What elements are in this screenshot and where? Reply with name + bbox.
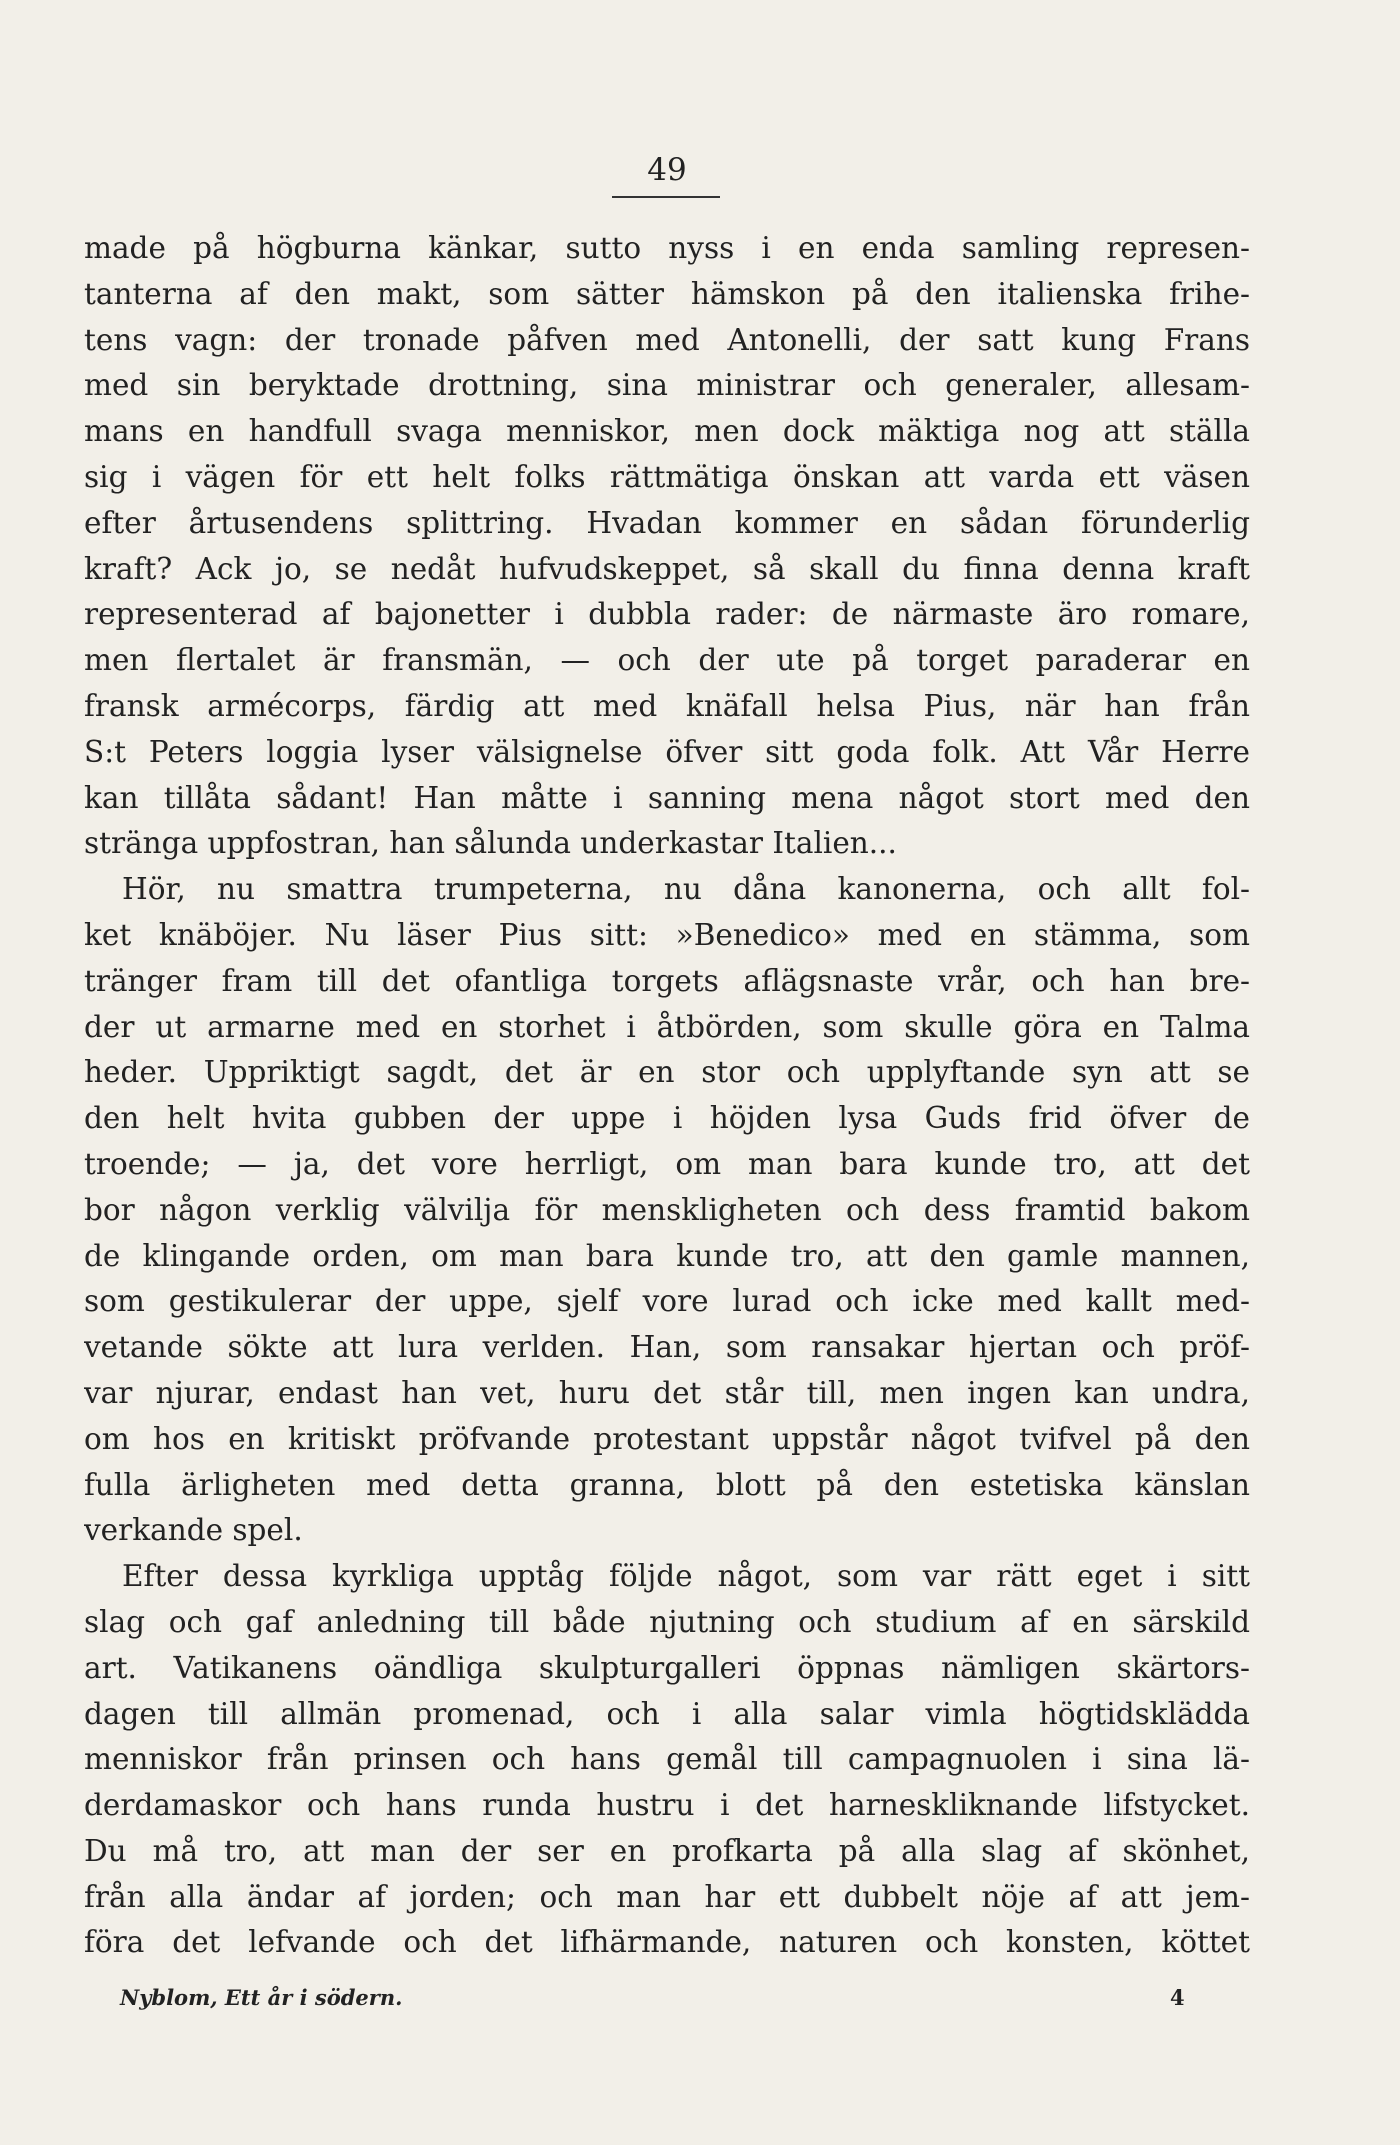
text-line: med sin beryktade drottning, sina ministrar och generaler, allesam- <box>84 368 1250 403</box>
text-line: men flertalet är fransmän, — och der ute på torget paraderar en <box>84 643 1250 678</box>
text-line: representerad af bajonetter i dubbla rader: de närmaste äro romare, <box>84 597 1250 632</box>
page-number: 49 <box>647 152 687 188</box>
text-line: dagen till allmän promenad, och i alla salar vimla högtidsklädda <box>84 1696 1250 1731</box>
paragraph-start-line: Efter dessa kyrkliga upptåg följde något, som var rätt eget i sitt <box>122 1559 1250 1594</box>
text-line: kan tillåta sådant! Han måtte i sanning mena något stort med den <box>84 780 1250 815</box>
text-line: de klingande orden, om man bara kunde tro, att den gamle mannen, <box>84 1238 1250 1273</box>
text-line: heder. Uppriktigt sagdt, det är en stor och upplyftande syn att se <box>84 1055 1250 1090</box>
text-line: som gestikulerar der uppe, sjelf vore lurad och icke med kallt med- <box>84 1284 1250 1319</box>
header-rule <box>612 196 720 198</box>
text-line: från alla ändar af jorden; och man har ett dubbelt nöje af att jem- <box>84 1879 1250 1914</box>
text-line: vetande sökte att lura verlden. Han, som ransakar hjertan och pröf- <box>84 1330 1250 1365</box>
text-line: fransk armécorps, färdig att med knäfall helsa Pius, när han från <box>84 688 1250 723</box>
text-line: var njurar, endast han vet, huru det står till, men ingen kan undra, <box>84 1375 1250 1410</box>
text-line: derdamaskor och hans runda hustru i det harneskliknande lifstycket. <box>84 1788 1250 1823</box>
text-line: föra det lefvande och det lifhärmande, naturen och konsten, köttet <box>84 1925 1250 1960</box>
text-line: Du må tro, att man der ser en profkarta på alla slag af skönhet, <box>84 1833 1250 1868</box>
text-line: slag och gaf anledning till både njutning och studium af en särskild <box>84 1604 1250 1639</box>
text-line: der ut armarne med en storhet i åtbörden, som skulle göra en Talma <box>84 1009 1250 1044</box>
text-line: tränger fram till det ofantliga torgets aflägsnaste vrår, och han bre- <box>84 963 1250 998</box>
text-line: om hos en kritiskt pröfvande protestant uppstår något tvifvel på den <box>84 1421 1250 1456</box>
paragraph-end-line: stränga uppfostran, han sålunda underkastar Italien... <box>84 826 897 861</box>
text-line: art. Vatikanens oändliga skulpturgalleri öppnas nämligen skärtors- <box>84 1650 1250 1685</box>
page-footer <box>84 1980 1184 2016</box>
text-line: tens vagn: der tronade påfven med Antonelli, der satt kung Frans <box>84 322 1250 357</box>
text-line: kraft? Ack jo, se nedåt hufvudskeppet, så skall du finna denna kraft <box>84 551 1250 586</box>
running-footer-title: Nyblom, Ett år i södern. <box>120 1985 403 2010</box>
text-line: sig i vägen för ett helt folks rättmätiga önskan att varda ett väsen <box>84 459 1250 494</box>
text-line: ket knäböjer. Nu läser Pius sitt: »Benedico» med en stämma, som <box>84 917 1250 952</box>
text-line: den helt hvita gubben der uppe i höjden lysa Guds frid öfver de <box>84 1101 1250 1136</box>
text-line: S:t Peters loggia lyser välsignelse öfver sitt goda folk. Att Vår Herre <box>84 734 1250 769</box>
paragraph-start-line: Hör, nu smattra trumpeterna, nu dåna kanonerna, och allt fol- <box>122 872 1250 907</box>
signature-mark: 4 <box>1170 1985 1185 2010</box>
text-line: troende; — ja, det vore herrligt, om man bara kunde tro, att det <box>84 1146 1250 1181</box>
text-line: mans en handfull svaga menniskor, men dock mäktiga nog att ställa <box>84 414 1250 449</box>
text-line: efter årtusendens splittring. Hvadan kommer en sådan förunderlig <box>84 505 1250 540</box>
text-line: made på högburna känkar, sutto nyss i en enda samling represen- <box>84 231 1250 265</box>
paragraph-end-line: verkande spel. <box>84 1513 303 1548</box>
text-line: menniskor från prinsen och hans gemål till campagnuolen i sina lä- <box>84 1742 1250 1777</box>
text-line: tanterna af den makt, som sätter hämskon på den italienska frihe- <box>84 276 1250 311</box>
body-text <box>84 226 1250 1966</box>
text-line: fulla ärligheten med detta granna, blott på den estetiska känslan <box>84 1467 1250 1502</box>
text-line: bor någon verklig välvilja för menskligheten och dess framtid bakom <box>84 1192 1250 1227</box>
